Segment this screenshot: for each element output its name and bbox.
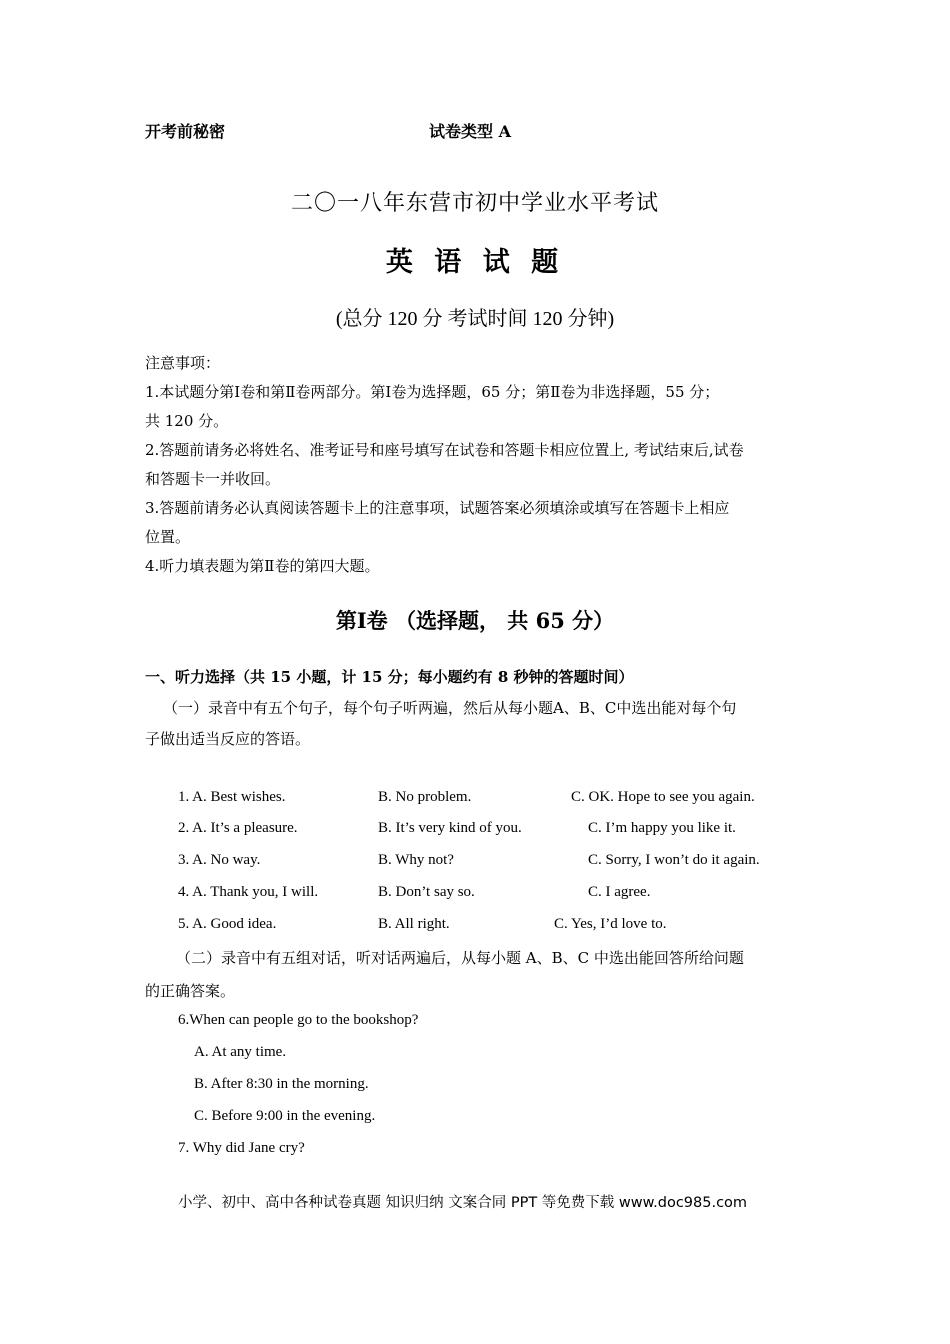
part1-title: 第Ⅰ卷 （选择题， 共 65 分）: [335, 608, 615, 633]
notice-line: 4.听力填表题为第Ⅱ卷的第四大题。: [145, 557, 380, 575]
option-b: B. It’s very kind of you.: [378, 820, 522, 836]
notice-line: 2.答题前请务必将姓名、准考证号和座号填写在试卷和答题卡相应位置上, 考试结束后,试卷: [145, 441, 744, 459]
confidential-label: 开考前秘密: [145, 122, 226, 141]
option-b: B. All right.: [378, 916, 450, 932]
question-7-stem: 7. Why did Jane cry?: [178, 1140, 305, 1156]
notice-line: 共 120 分。: [145, 412, 229, 430]
option-a: 3. A. No way.: [178, 852, 261, 868]
option-a: 2. A. It’s a pleasure.: [178, 820, 298, 836]
option-c: C. Sorry, I won’t do it again.: [588, 852, 760, 868]
sub1-instruction: （一）录音中有五个句子，每个句子听两遍，然后从每小题A、B、C中选出能对每个句: [163, 699, 737, 717]
notice-line: 位置。: [145, 528, 191, 546]
question-6-stem: 6.When can people go to the bookshop?: [178, 1012, 419, 1028]
question-6-option: B. After 8:30 in the morning.: [194, 1076, 369, 1092]
option-c: C. Yes, I’d love to.: [554, 916, 667, 932]
question-6-option: C. Before 9:00 in the evening.: [194, 1108, 376, 1124]
option-c: C. I’m happy you like it.: [588, 820, 736, 836]
option-a: 5. A. Good idea.: [178, 916, 277, 932]
option-b: B. Why not?: [378, 852, 454, 868]
section1-title: 一、听力选择（共 15 小题，计 15 分；每小题约有 8 秒钟的答题时间）: [145, 668, 634, 686]
option-b: B. No problem.: [378, 789, 472, 805]
sub2-instruction: （二）录音中有五组对话，听对话两遍后，从每小题 A、B、C 中选出能回答所给问题: [176, 949, 744, 967]
paper-type-label: 试卷类型 A: [429, 122, 511, 141]
question-6-option: A. At any time.: [194, 1044, 287, 1060]
notice-line: 和答题卡一并收回。: [145, 470, 281, 488]
sub1-instruction: 子做出适当反应的答语。: [145, 730, 311, 748]
notice-heading: 注意事项：: [145, 354, 221, 372]
option-a: 1. A. Best wishes.: [178, 789, 286, 805]
option-a: 4. A. Thank you, I will.: [178, 884, 319, 900]
option-c: C. I agree.: [588, 884, 651, 900]
sub2-instruction: 的正确答案。: [145, 982, 236, 1000]
notice-line: 1.本试题分第Ⅰ卷和第Ⅱ卷两部分。第Ⅰ卷为选择题，65 分；第Ⅱ卷为非选择题，55 分；: [145, 383, 720, 401]
option-b: B. Don’t say so.: [378, 884, 475, 900]
notice-line: 3.答题前请务必认真阅读答题卡上的注意事项，试题答案必须填涂或填写在答题卡上相应: [145, 499, 730, 517]
footer-ad: 小学、初中、高中各种试卷真题 知识归纳 文案合同 PPT 等免费下载 www.doc985.com: [178, 1195, 748, 1211]
score-info: (总分 120 分 考试时间 120 分钟): [335, 308, 615, 330]
subject-title: 英 语 试 题: [385, 247, 565, 278]
exam-title: 二〇一八年东营市初中学业水平考试: [290, 191, 659, 216]
option-c: C. OK. Hope to see you again.: [571, 789, 755, 805]
